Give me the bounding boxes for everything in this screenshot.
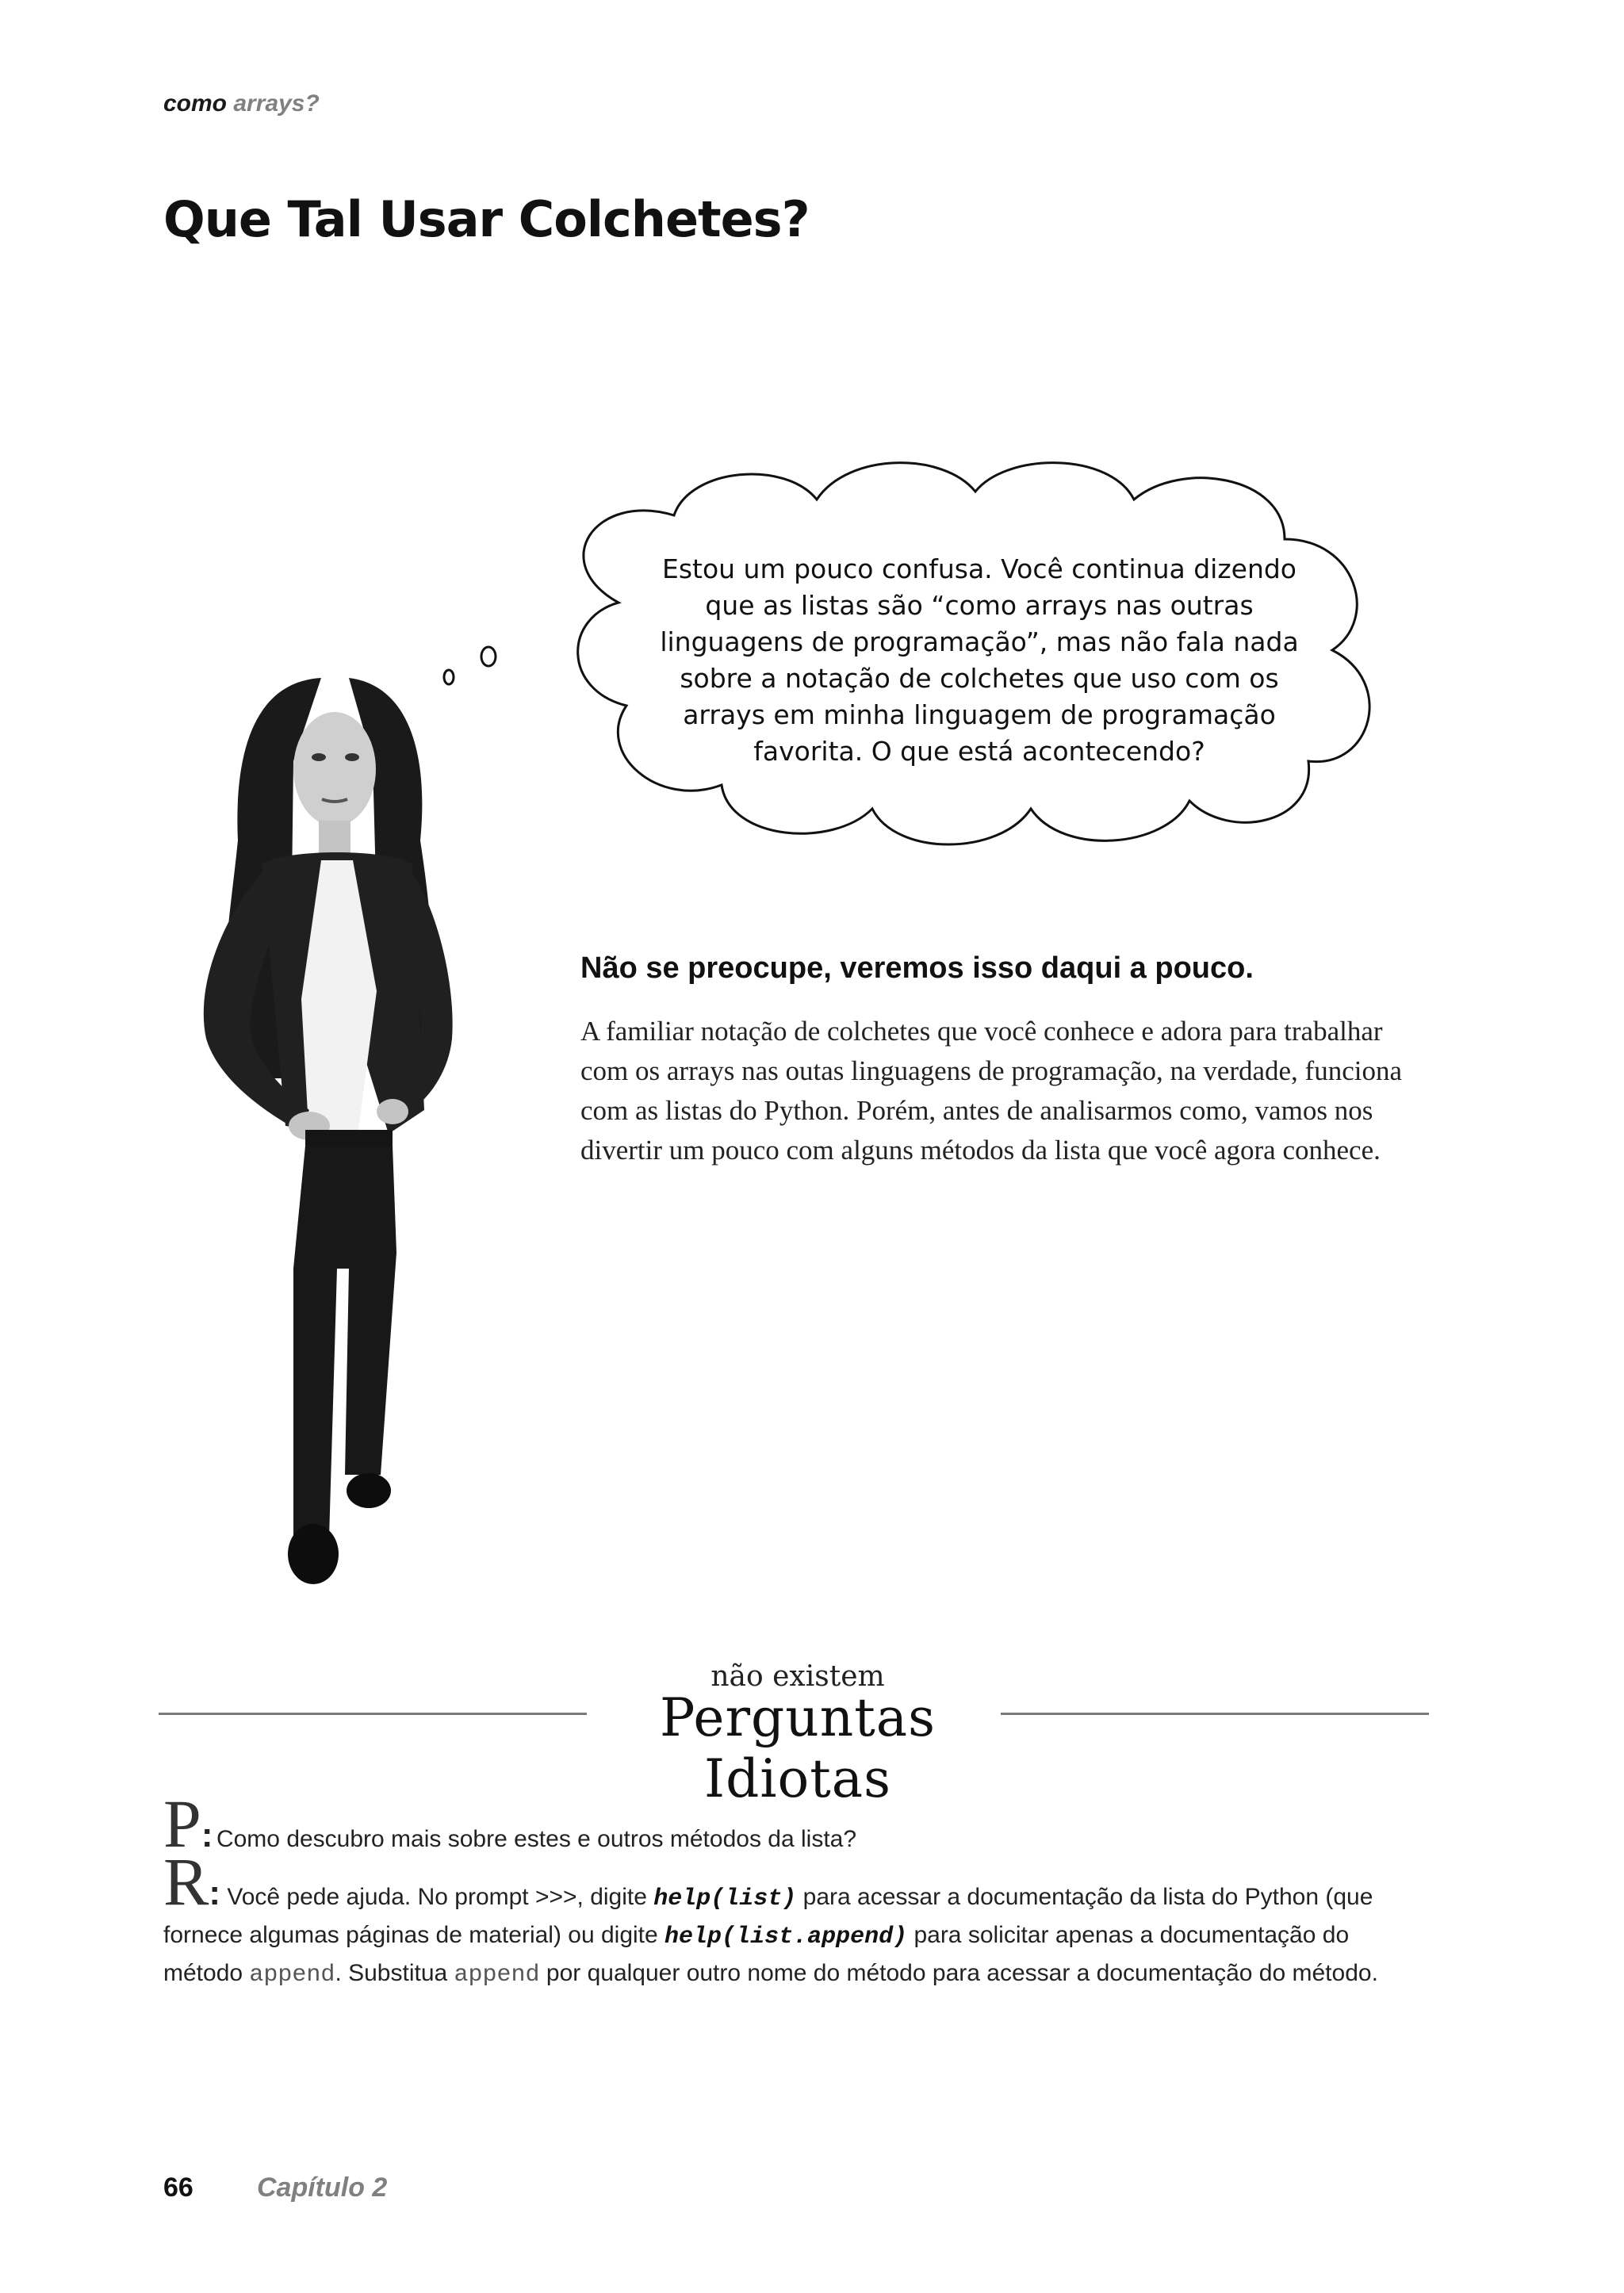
divider-left	[159, 1713, 587, 1715]
code-help-list: help(list)	[653, 1885, 797, 1912]
qa-banner-title: Perguntas Idiotas	[659, 1687, 936, 1809]
page-title: Que Tal Usar Colchetes?	[163, 190, 810, 248]
question-colon: :	[201, 1816, 213, 1855]
answer-part-4: . Substitua	[335, 1960, 454, 1986]
page-number: 66	[163, 2172, 193, 2203]
person-photo	[159, 666, 523, 1602]
answer-line	[163, 1843, 1432, 1993]
running-head	[163, 90, 320, 117]
code-help-list-append: help(list.append)	[665, 1924, 908, 1950]
code-append-1: append	[249, 1962, 335, 1989]
chapter-label: Capítulo 2	[257, 2172, 388, 2203]
running-head-part1: como	[163, 90, 228, 117]
answer-part-2: para acessar a documentação da lista do Python (que fornece algumas páginas de material) ou digite	[163, 1884, 1373, 1948]
bubble-text: Estou um pouco confusa. Você continua dizendo que as listas são “como arrays nas outras linguagens de programação”, mas não fala nada sobre a notação de colchetes que uso com os arrays em minha linguagem de programação favorita. O que está acontecendo?	[660, 553, 1299, 767]
answer-part-5: por qualquer outro nome do método para acessar a documentação do método.	[539, 1960, 1378, 1986]
code-append-2: append	[454, 1962, 540, 1989]
running-head-part2: arrays?	[233, 90, 320, 117]
answer-colon: :	[209, 1874, 221, 1912]
answer-part-3: para solicitar apenas a documentação do método	[163, 1922, 1350, 1986]
question-letter: P	[163, 1786, 201, 1862]
divider-right	[1001, 1713, 1429, 1715]
answer-heading: Não se preocupe, veremos isso daqui a pouco.	[580, 951, 1254, 985]
answer-paragraph	[163, 1843, 1432, 1993]
question-text: Como descubro mais sobre estes e outros métodos da lista?	[216, 1826, 857, 1852]
qa-banner-small-text: não existem	[710, 1660, 885, 1693]
answer-body: A familiar notação de colchetes que você conhece e adora para trabalhar com os arrays nas outas linguagens de programação, na verdade, funciona com as listas do Python. Porém, antes de analisarmos como, vamos nos divertir um pouco com alguns métodos da lista que você agora conhece.	[580, 1016, 1403, 1166]
answer-letter: R	[163, 1843, 209, 1920]
answer-part-1: Você pede ajuda. No prompt >>>, digite	[227, 1884, 654, 1910]
question-line	[163, 1784, 1432, 1863]
